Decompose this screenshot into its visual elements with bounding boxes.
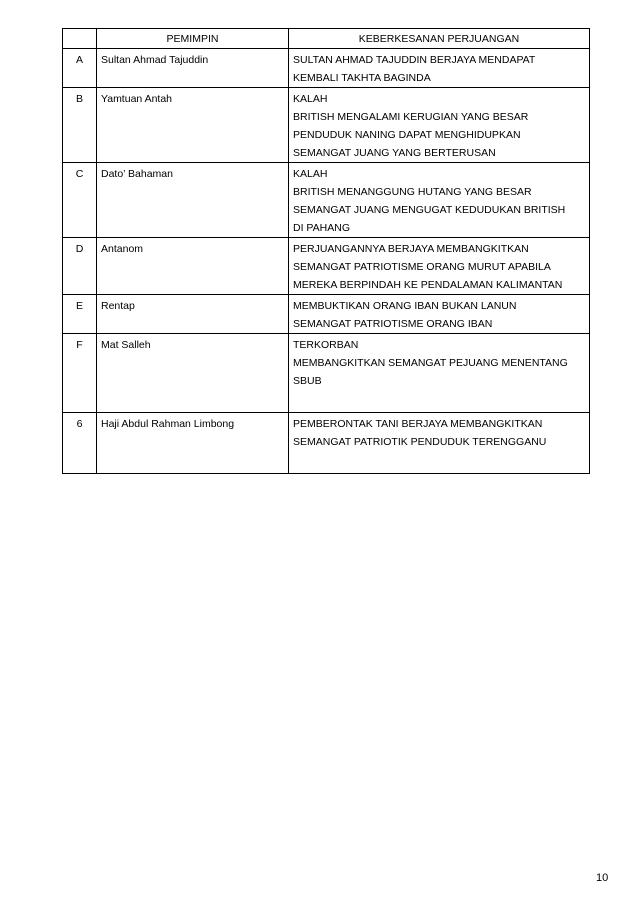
leaders-table <box>62 28 590 474</box>
table-row <box>63 163 590 238</box>
leader-name: Haji Abdul Rahman Limbong <box>97 413 289 474</box>
header-row <box>63 29 590 49</box>
table-row <box>63 413 590 474</box>
effectiveness-line: MEMBUKTIKAN ORANG IBAN BUKAN LANUN <box>293 300 517 312</box>
table-body <box>63 49 590 474</box>
row-id: D <box>63 238 97 295</box>
table-row <box>63 334 590 413</box>
effectiveness-cell <box>289 238 590 295</box>
page-number: 10 <box>596 872 609 884</box>
effectiveness-line: DI PAHANG <box>293 222 350 234</box>
effectiveness-cell <box>289 49 590 88</box>
effectiveness-line: PEMBERONTAK TANI BERJAYA MEMBANGKITKAN <box>293 418 543 430</box>
effectiveness-line: SEMANGAT JUANG YANG BERTERUSAN <box>293 147 496 159</box>
effectiveness-line: KALAH <box>293 168 328 180</box>
leader-name: Sultan Ahmad Tajuddin <box>97 49 289 88</box>
effectiveness-cell <box>289 163 590 238</box>
header-effectiveness: KEBERKESANAN PERJUANGAN <box>289 29 590 49</box>
effectiveness-line: KEMBALI TAKHTA BAGINDA <box>293 72 431 84</box>
leader-name: Dato’ Bahaman <box>97 163 289 238</box>
effectiveness-line: SBUB <box>293 375 322 387</box>
table-row <box>63 88 590 163</box>
effectiveness-cell <box>289 88 590 163</box>
effectiveness-line: SEMANGAT PATRIOTISME ORANG MURUT APABILA <box>293 261 551 273</box>
header-id <box>63 29 97 49</box>
effectiveness-line: PERJUANGANNYA BERJAYA MEMBANGKITKAN <box>293 243 529 255</box>
effectiveness-line: KALAH <box>293 93 328 105</box>
effectiveness-line: SEMANGAT PATRIOTISME ORANG IBAN <box>293 318 493 330</box>
effectiveness-line: SEMANGAT PATRIOTIK PENDUDUK TERENGGANU <box>293 436 547 448</box>
effectiveness-cell <box>289 295 590 334</box>
leader-name: Yamtuan Antah <box>97 88 289 163</box>
table-row <box>63 295 590 334</box>
effectiveness-line: BRITISH MENANGGUNG HUTANG YANG BESAR <box>293 186 532 198</box>
leader-name: Rentap <box>97 295 289 334</box>
effectiveness-cell <box>289 334 590 413</box>
row-id: B <box>63 88 97 163</box>
effectiveness-line: SEMANGAT JUANG MENGUGAT KEDUDUKAN BRITISH <box>293 204 566 216</box>
leader-name: Antanom <box>97 238 289 295</box>
row-id: F <box>63 334 97 413</box>
effectiveness-line: MEMBANGKITKAN SEMANGAT PEJUANG MENENTANG <box>293 357 568 369</box>
effectiveness-cell <box>289 413 590 474</box>
row-id: A <box>63 49 97 88</box>
effectiveness-line: BRITISH MENGALAMI KERUGIAN YANG BESAR <box>293 111 529 123</box>
row-id: E <box>63 295 97 334</box>
row-id: C <box>63 163 97 238</box>
row-id: 6 <box>63 413 97 474</box>
header-leader: PEMIMPIN <box>97 29 289 49</box>
effectiveness-line: TERKORBAN <box>293 339 359 351</box>
table-row <box>63 49 590 88</box>
effectiveness-line: SULTAN AHMAD TAJUDDIN BERJAYA MENDAPAT <box>293 54 536 66</box>
leader-name: Mat Salleh <box>97 334 289 413</box>
effectiveness-line: MEREKA BERPINDAH KE PENDALAMAN KALIMANTAN <box>293 279 563 291</box>
effectiveness-line: PENDUDUK NANING DAPAT MENGHIDUPKAN <box>293 129 521 141</box>
table-row <box>63 238 590 295</box>
